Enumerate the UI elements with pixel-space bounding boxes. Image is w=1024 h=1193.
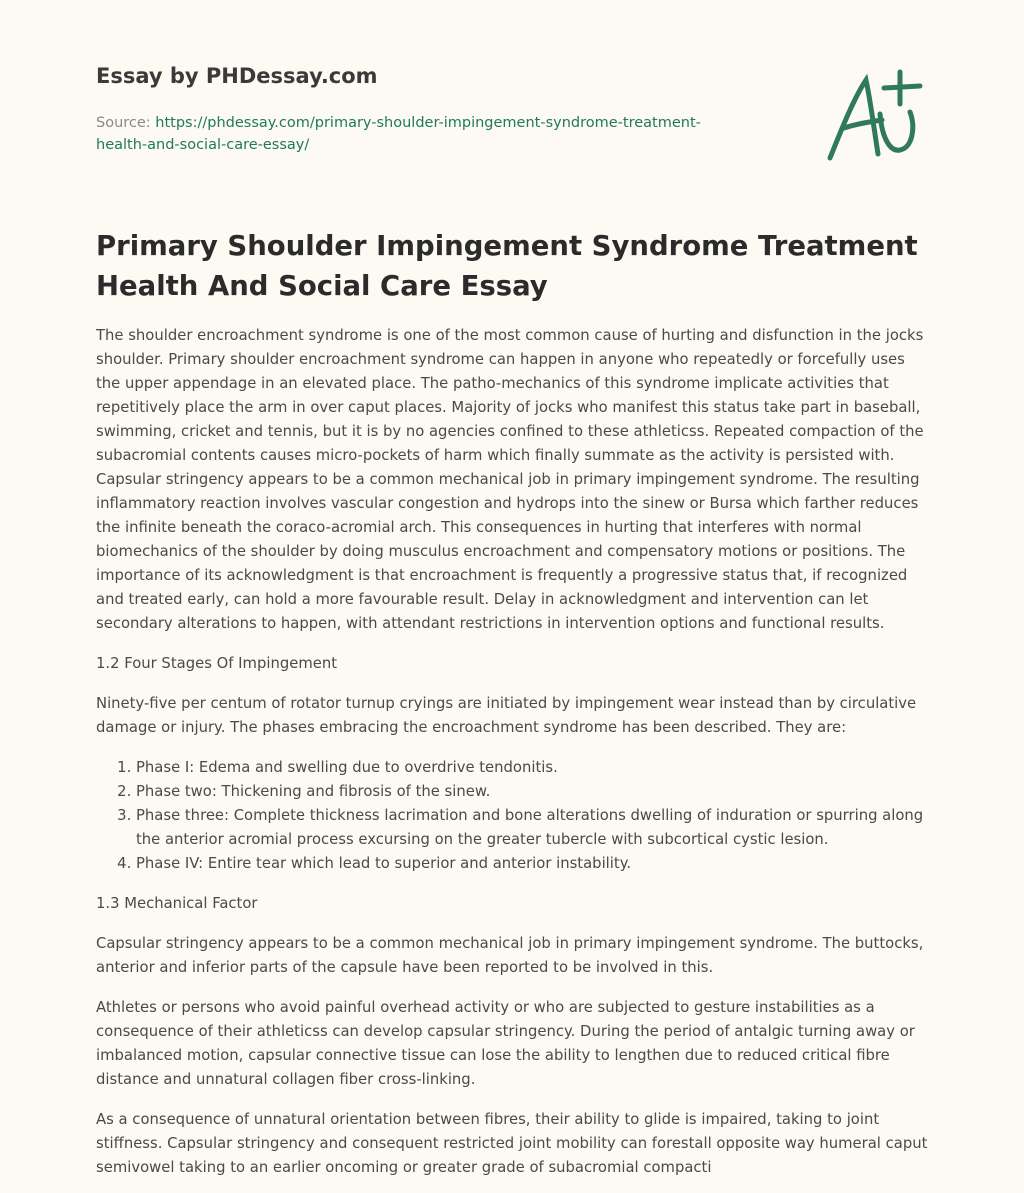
- mechanical-paragraph-1: Capsular stringency appears to be a common mechanical job in primary impingement syndrome. The buttocks, anterior and inferior parts of the capsule have been reported to be involved in this.: [96, 935, 924, 976]
- list-item: 2. Phase two: Thickening and fibrosis of the sinew.: [136, 780, 928, 804]
- list-item: 1. Phase I: Edema and swelling due to overdrive tendonitis.: [136, 756, 928, 780]
- list-item: 3. Phase three: Complete thickness lacrimation and bone alterations dwelling of induration or spurring along the anterior acromial process excursing on the greater tubercle with subcortical cystic lesion.: [136, 804, 928, 852]
- intro-paragraph: The shoulder encroachment syndrome is one of the most common cause of hurting and disfunction in the jocks shoulder. Primary shoulder encroachment syndrome can happen in anyone who repeatedly or forcefully uses the upper appendage in an elevated place. The patho-mechanics of this syndrome implicate activities that repetitively place the arm in over caput places. Majority of jocks who manifest this status take part in baseball, swimming, cricket and tennis, but it is by no agencies confined to these athleticss. Repeated compaction of the subacromial contents causes micro-pockets of harm which finally summate as the activity is persisted with. Capsular stringency appears to be a common mechanical job in primary impingement syndrome. The resulting inflammatory reaction involves vascular congestion and hydrops into the sinew or Bursa which farther reduces the infinite beneath the coraco-acromial arch. This consequences in hurting that interferes with normal biomechanics of the shoulder by doing musculus encroachment and compensatory motions or positions. The importance of its acknowledgment is that encroachment is frequently a progressive status that, if recognized and treated early, can hold a more favourable result. Delay in acknowledgment and intervention can let secondary alterations to happen, with attendant restrictions in intervention options and functional results.: [96, 327, 924, 632]
- mechanical-paragraph-2: Athletes or persons who avoid painful overhead activity or who are subjected to gesture instabilities as a consequence of their athleticss can develop capsular stringency. During the period of antalgic turning away or imbalanced motion, capsular connective tissue can lose the ability to lengthen due to reduced critical fibre distance and unnatural collagen fiber cross-linking.: [96, 999, 915, 1088]
- source-link[interactable]: https://phdessay.com/primary-shoulder-impingement-syndrome-treatment-health-and-social-care-essay/: [96, 115, 701, 153]
- stages-paragraph: Ninety-five per centum of rotator turnup cryings are initiated by impingement wear instead than by circulative damage or injury. The phases embracing the encroachment syndrome has been described. They are:: [96, 695, 917, 736]
- list-item: 4. Phase IV: Entire tear which lead to superior and anterior instability.: [136, 852, 928, 876]
- source-line: [96, 112, 736, 156]
- essay-title: Primary Shoulder Impingement Syndrome Treatment Health And Social Care Essay: [96, 230, 918, 302]
- section-heading-stages: 1.2 Four Stages Of Impingement: [96, 655, 338, 672]
- mechanical-paragraph-3: As a consequence of unnatural orientation between fibres, their ability to glide is impaired, taking to joint stiffness. Capsular stringency and consequent restricted joint mobility can forestall opposite way humeral caput semivowel taking to an earlier oncoming or greater grade of subacromial compacti: [96, 1111, 928, 1176]
- essay-body: [96, 324, 928, 1180]
- a-plus-logo-icon: [820, 68, 930, 168]
- stages-list: [96, 756, 928, 876]
- site-brand: Essay by PHDessay.com: [96, 64, 378, 88]
- section-heading-mechanical: 1.3 Mechanical Factor: [96, 895, 258, 912]
- source-label: Source:: [96, 115, 151, 131]
